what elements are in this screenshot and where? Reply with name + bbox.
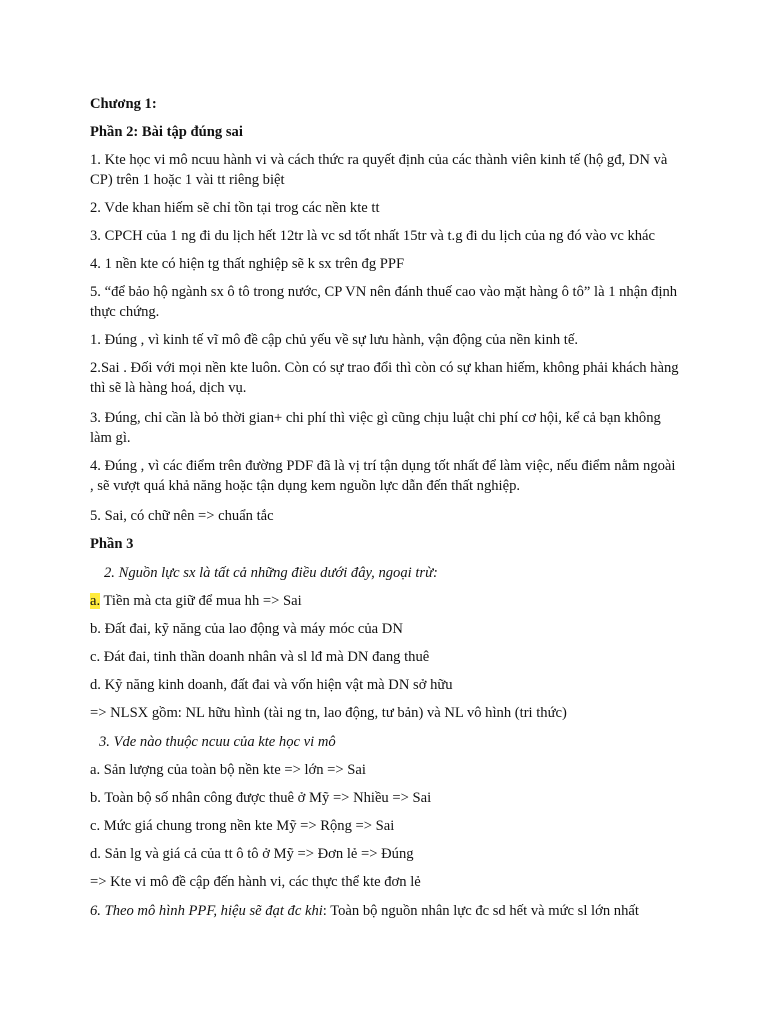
question-6-prompt: 6. Theo mô hình PPF, hiệu sẽ đạt đc khi: [90, 903, 323, 919]
q2-option-b: b. Đất đai, kỹ năng của lao động và máy móc của DN: [90, 621, 403, 637]
q2-option-d: d. Kỹ năng kinh doanh, đất đai và vốn hiện vật mà DN sở hữu: [90, 677, 453, 693]
chapter-heading: Chương 1:: [90, 96, 157, 112]
answer-2: 2.Sai . Đối với mọi nền kte luôn. Còn có sự trao đổi thì còn có sự khan hiếm, không phải khách hàng thì sẽ là hàng hoá, dịch vụ.: [90, 360, 679, 396]
statement-2: 2. Vde khan hiếm sẽ chỉ tồn tại trog các nền kte tt: [90, 200, 380, 216]
q2-conclusion: => NLSX gồm: NL hữu hình (tài ng tn, lao động, tư bản) và NL vô hình (tri thức): [90, 705, 567, 721]
answer-5: 5. Sai, có chữ nên => chuẩn tắc: [90, 508, 274, 524]
answer-3: 3. Đúng, chỉ cần là bỏ thời gian+ chi phí thì việc gì cũng chịu luật chi phí cơ hội, kể cả bạn không làm gì.: [90, 410, 661, 446]
answer-1: 1. Đúng , vì kinh tế vĩ mô đề cập chủ yếu về sự lưu hành, vận động của nền kinh tế.: [90, 332, 578, 348]
statement-1: 1. Kte học vi mô ncuu hành vi và cách thức ra quyết định của các thành viên kinh tế (hộ gđ, DN và CP) trên 1 hoặc 1 vài tt riêng biệt: [90, 152, 668, 188]
q2-option-c: c. Đát đai, tinh thần doanh nhân và sl lđ mà DN đang thuê: [90, 649, 430, 665]
q3-option-d: d. Sản lg và giá cả của tt ô tô ở Mỹ => Đơn lẻ => Đúng: [90, 846, 414, 862]
q3-option-c: c. Mức giá chung trong nền kte Mỹ => Rộng => Sai: [90, 818, 395, 834]
q2-option-a-letter: a.: [90, 593, 101, 609]
part3-heading: Phần 3: [90, 536, 134, 552]
q3-option-b: b. Toàn bộ số nhân công được thuê ở Mỹ => Nhiều => Sai: [90, 790, 432, 806]
statement-4: 4. 1 nền kte có hiện tg thất nghiệp sẽ k sx trên đg PPF: [90, 256, 405, 272]
part2-heading: Phần 2: Bài tập đúng sai: [90, 124, 243, 140]
question-6: [90, 901, 690, 921]
question-3: 3. Vde nào thuộc ncuu của kte học vi mô: [99, 734, 336, 750]
q2-option-a: [90, 591, 690, 611]
answer-4: 4. Đúng , vì các điểm trên đường PDF đã là vị trí tận dụng tốt nhất để làm việc, nếu điểm nằm ngoài , sẽ vượt quá khả năng hoặc tận dụng kem nguồn lực dẫn đến thất nghiệp.: [90, 458, 676, 494]
question-2: 2. Nguồn lực sx là tất cả những điều dưới đây, ngoại trừ:: [104, 565, 438, 581]
question-6-answer: : Toàn bộ nguồn nhân lực đc sd hết và mức sl lớn nhất: [322, 903, 639, 919]
statement-5: 5. “để bảo hộ ngành sx ô tô trong nước, CP VN nên đánh thuế cao vào mặt hàng ô tô” là 1 nhận định thực chứng.: [90, 284, 678, 320]
q2-option-a-text: Tiền mà cta giữ để mua hh => Sai: [100, 593, 302, 609]
q3-conclusion: => Kte vi mô đề cập đến hành vi, các thực thể kte đơn lẻ: [90, 874, 421, 890]
statement-3: 3. CPCH của 1 ng đi du lịch hết 12tr là vc sd tốt nhất 15tr và t.g đi du lịch của ng đó vào vc khác: [90, 228, 655, 244]
q3-option-a: a. Sản lượng của toàn bộ nền kte => lớn => Sai: [90, 762, 366, 778]
